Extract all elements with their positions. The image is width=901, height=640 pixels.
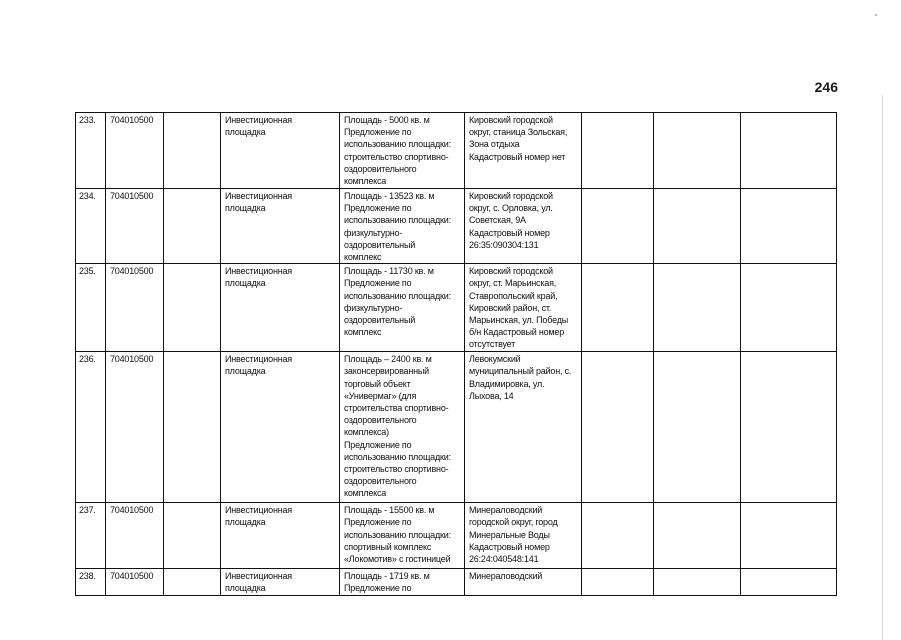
extra-cell-2 — [654, 264, 741, 352]
empty-cell — [164, 113, 221, 189]
extra-cell-3 — [741, 503, 837, 569]
location-cell: Кировский городской округ, ст. Марьинская, Ставропольский край, Кировский район, ст. Марьинская, ул. Победы б/н Кадастровый номер отсутствует — [465, 264, 582, 352]
location-cell: Кировский городской округ, станица Зольская, Зона отдыха Кадастровый номер нет — [465, 113, 582, 189]
area-cell: Площадь – 2400 кв. м законсервированный торговый объект «Универмаг» (для строительства спортивно- оздоровительного комплекса) Предложение по использованию площадки: строительство спортивно- оздоровительного комплекса — [340, 352, 465, 503]
row-number-cell: 238. — [76, 569, 106, 595]
row-number-cell: 237. — [76, 503, 106, 569]
area-cell: Площадь - 5000 кв. м Предложение по использованию площадки: строительство спортивно- оздоровительного комплекса — [340, 113, 465, 189]
extra-cell-3 — [741, 569, 837, 595]
table-row — [76, 189, 837, 264]
page-edge-line — [882, 95, 883, 640]
table-row — [76, 352, 837, 503]
table-row — [76, 503, 837, 569]
code-cell: 704010500 — [106, 189, 164, 264]
code-cell: 704010500 — [106, 503, 164, 569]
extra-cell-2 — [654, 113, 741, 189]
extra-cell-3 — [741, 189, 837, 264]
code-cell: 704010500 — [106, 264, 164, 352]
row-number-cell: 236. — [76, 352, 106, 503]
extra-cell-1 — [582, 352, 654, 503]
empty-cell — [164, 189, 221, 264]
type-cell: Инвестиционная площадка — [221, 264, 340, 352]
extra-cell-3 — [741, 352, 837, 503]
location-cell: Левокумский муниципальный район, с. Владимировка, ул. Лыхова, 14 — [465, 352, 582, 503]
area-cell: Площадь - 1719 кв. м Предложение по — [340, 569, 465, 595]
extra-cell-1 — [582, 569, 654, 595]
extra-cell-2 — [654, 569, 741, 595]
extra-cell-1 — [582, 264, 654, 352]
area-cell: Площадь - 15500 кв. м Предложение по использованию площадки: спортивный комплекс «Локомотив» с гостиницей — [340, 503, 465, 569]
type-cell: Инвестиционная площадка — [221, 113, 340, 189]
extra-cell-2 — [654, 189, 741, 264]
empty-cell — [164, 264, 221, 352]
extra-cell-2 — [654, 503, 741, 569]
row-number-cell: 233. — [76, 113, 106, 189]
scan-speck — [875, 14, 877, 16]
table-row — [76, 113, 837, 189]
empty-cell — [164, 352, 221, 503]
location-cell: Минераловодский городской округ, город Минеральные Воды Кадастровый номер 26:24:040548:141 — [465, 503, 582, 569]
type-cell: Инвестиционная площадка — [221, 352, 340, 503]
table-body — [76, 113, 837, 596]
row-number-cell: 235. — [76, 264, 106, 352]
area-cell: Площадь - 11730 кв. м Предложение по использованию площадки: физкультурно- оздоровительный комплекс — [340, 264, 465, 352]
extra-cell-3 — [741, 113, 837, 189]
table-row — [76, 264, 837, 352]
type-cell: Инвестиционная площадка — [221, 503, 340, 569]
extra-cell-1 — [582, 113, 654, 189]
empty-cell — [164, 503, 221, 569]
empty-cell — [164, 569, 221, 595]
location-cell: Минераловодский — [465, 569, 582, 595]
page-number: 246 — [814, 79, 838, 95]
extra-cell-1 — [582, 189, 654, 264]
table-row — [76, 569, 837, 595]
code-cell: 704010500 — [106, 113, 164, 189]
extra-cell-1 — [582, 503, 654, 569]
type-cell: Инвестиционная площадка — [221, 189, 340, 264]
extra-cell-3 — [741, 264, 837, 352]
extra-cell-2 — [654, 352, 741, 503]
row-number-cell: 234. — [76, 189, 106, 264]
area-cell: Площадь - 13523 кв. м Предложение по использованию площадки: физкультурно- оздоровительный комплекс — [340, 189, 465, 264]
type-cell: Инвестиционная площадка — [221, 569, 340, 595]
code-cell: 704010500 — [106, 352, 164, 503]
code-cell: 704010500 — [106, 569, 164, 595]
location-cell: Кировский городской округ, с. Орловка, ул. Советская, 9А Кадастровый номер 26:35:090304:131 — [465, 189, 582, 264]
investment-sites-table — [75, 112, 837, 596]
